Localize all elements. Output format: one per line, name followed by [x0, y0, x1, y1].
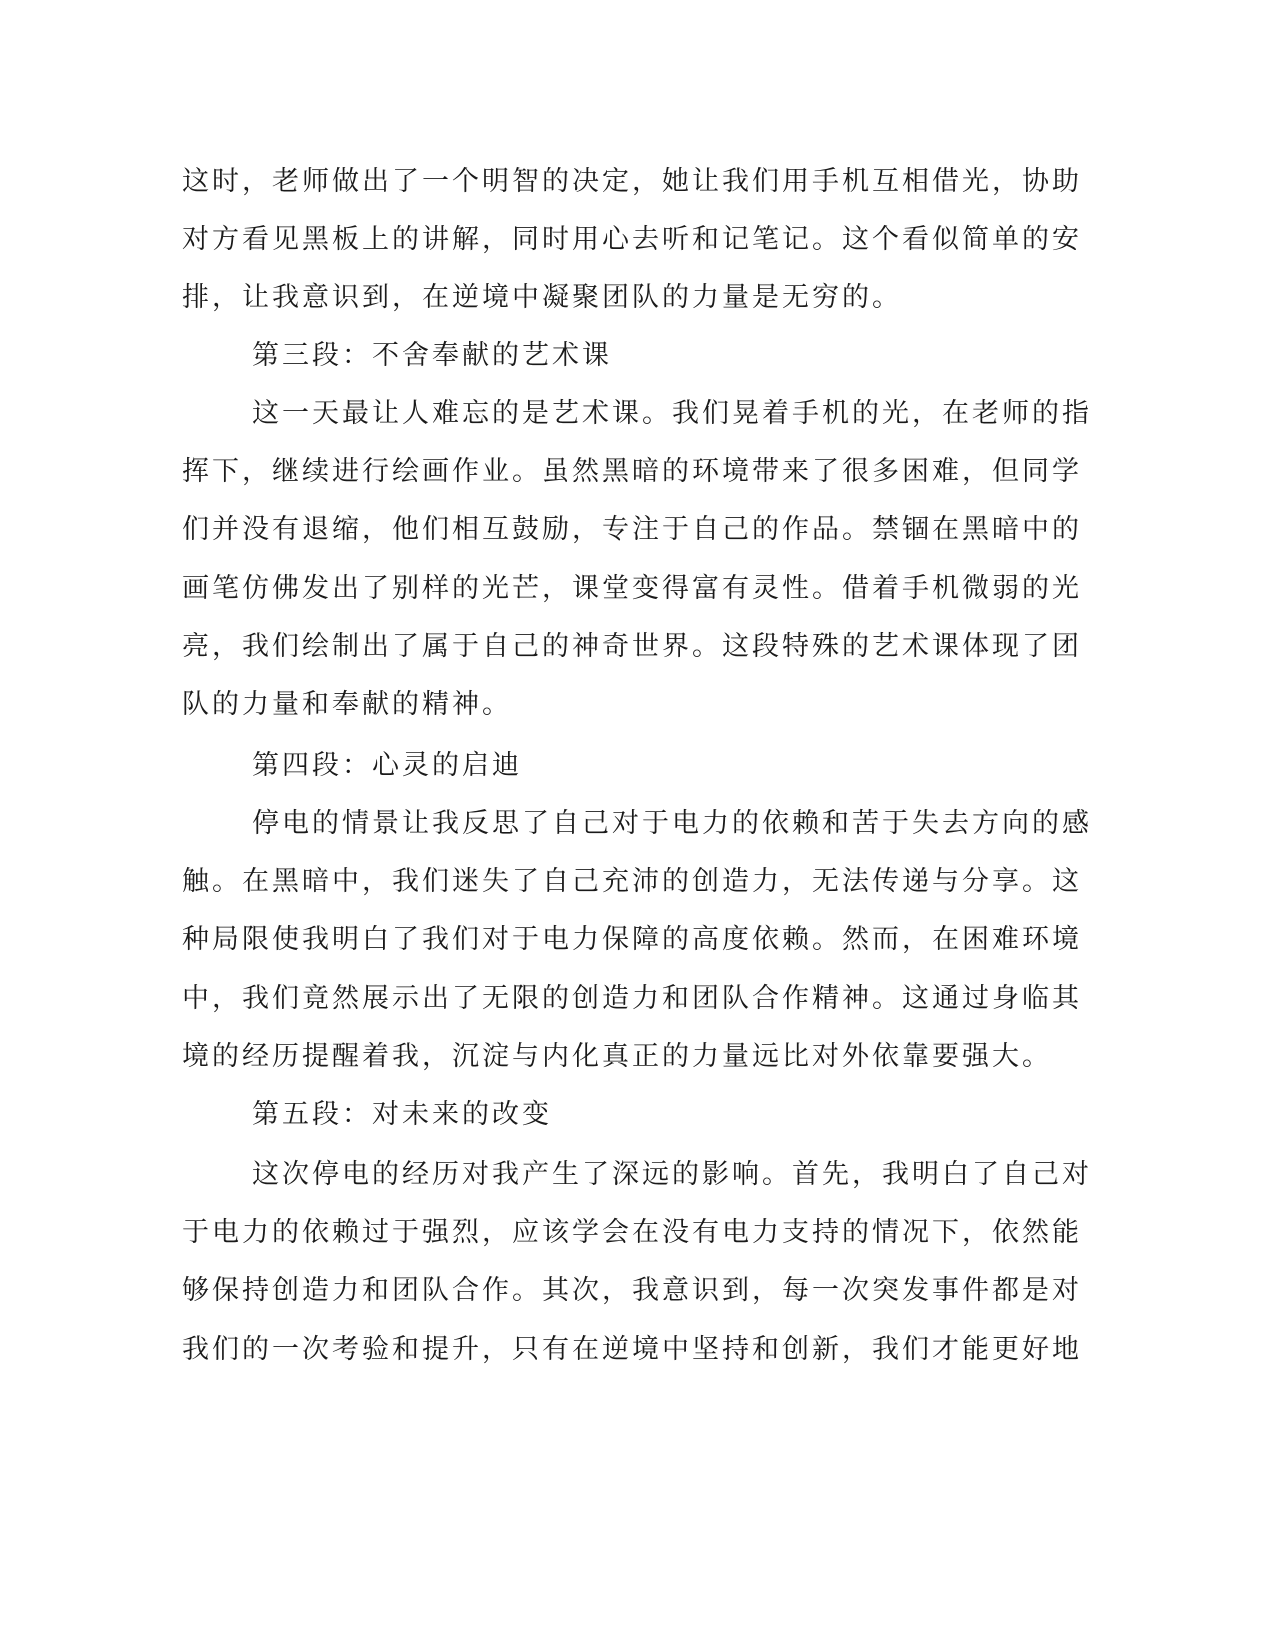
paragraph-1-line-1: 这时，老师做出了一个明智的决定，她让我们用手机互相借光，协助: [182, 166, 1082, 197]
paragraph-2-line-2: 挥下，继续进行绘画作业。虽然黑暗的环境带来了很多困难，但同学: [182, 456, 1082, 487]
paragraph-3-line-2: 触。在黑暗中，我们迷失了自己充沛的创造力，无法传递与分享。这: [182, 866, 1082, 897]
paragraph-2-line-3: 们并没有退缩，他们相互鼓励，专注于自己的作品。禁锢在黑暗中的: [182, 514, 1082, 545]
paragraph-3-line-5: 境的经历提醒着我，沉淀与内化真正的力量远比对外依靠要强大。: [182, 1041, 1052, 1072]
section-4-heading: 第四段：心灵的启迪: [252, 750, 522, 781]
paragraph-1-line-2: 对方看见黑板上的讲解，同时用心去听和记笔记。这个看似简单的安: [182, 224, 1082, 255]
paragraph-3-line-4: 中，我们竟然展示出了无限的创造力和团队合作精神。这通过身临其: [182, 983, 1082, 1014]
paragraph-4-line-4: 我们的一次考验和提升，只有在逆境中坚持和创新，我们才能更好地: [182, 1334, 1082, 1365]
paragraph-3-line-1: 停电的情景让我反思了自己对于电力的依赖和苦于失去方向的感: [252, 808, 1092, 839]
paragraph-2-line-5: 亮，我们绘制出了属于自己的神奇世界。这段特殊的艺术课体现了团: [182, 631, 1082, 662]
paragraph-2-line-6: 队的力量和奉献的精神。: [182, 689, 512, 720]
section-5-heading: 第五段：对未来的改变: [252, 1099, 552, 1130]
paragraph-4-line-2: 于电力的依赖过于强烈，应该学会在没有电力支持的情况下，依然能: [182, 1217, 1082, 1248]
paragraph-1-line-3: 排，让我意识到，在逆境中凝聚团队的力量是无穷的。: [182, 282, 902, 313]
paragraph-2-line-1: 这一天最让人难忘的是艺术课。我们晃着手机的光，在老师的指: [252, 398, 1092, 429]
paragraph-4-line-3: 够保持创造力和团队合作。其次，我意识到，每一次突发事件都是对: [182, 1275, 1082, 1306]
section-3-heading: 第三段：不舍奉献的艺术课: [252, 340, 612, 371]
paragraph-2-line-4: 画笔仿佛发出了别样的光芒，课堂变得富有灵性。借着手机微弱的光: [182, 573, 1082, 604]
paragraph-4-line-1: 这次停电的经历对我产生了深远的影响。首先，我明白了自己对: [252, 1159, 1092, 1190]
paragraph-3-line-3: 种局限使我明白了我们对于电力保障的高度依赖。然而，在困难环境: [182, 924, 1082, 955]
